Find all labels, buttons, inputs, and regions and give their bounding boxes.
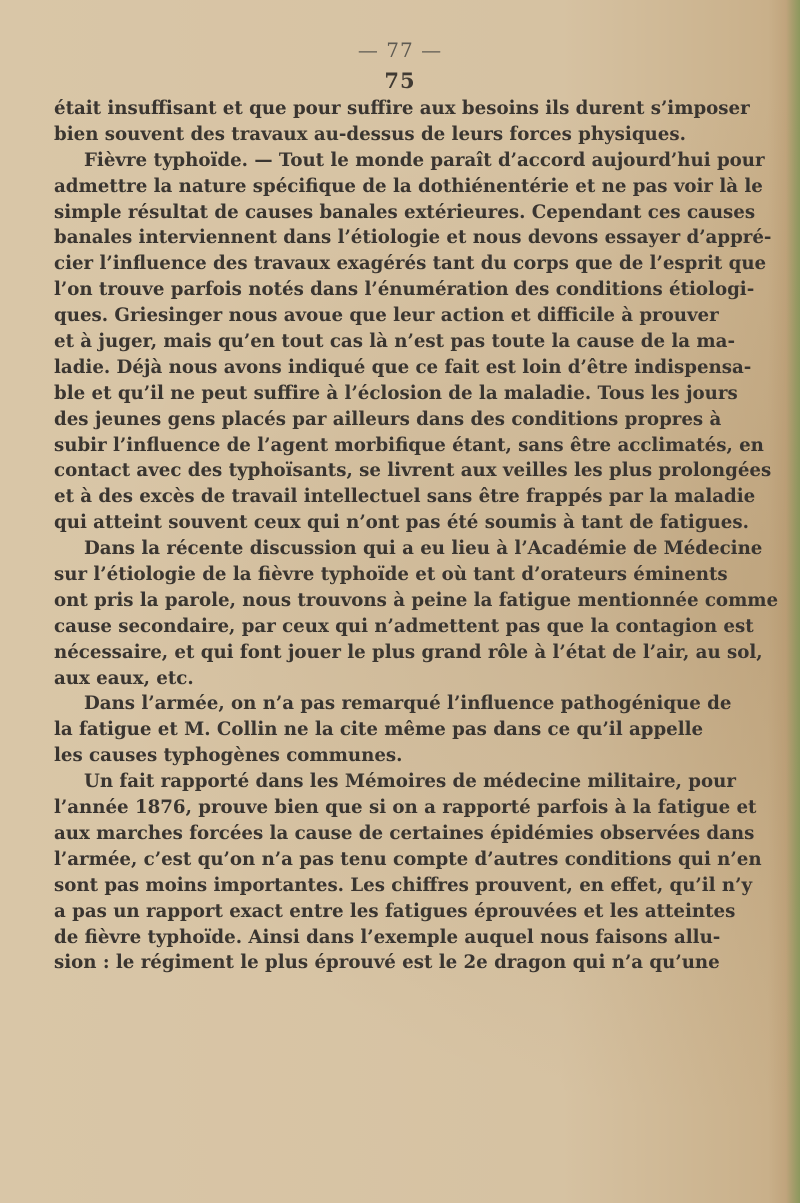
text-line: Fièvre typhoïde. — Tout le monde paraît d’accord aujourd’hui pour xyxy=(84,149,765,171)
text-line: ladie. Déjà nous avons indiqué que ce fait est loin d’être indispensa- xyxy=(54,356,752,378)
text-line: sion : le régiment le plus éprouvé est le 2e dragon qui n’a qu’une xyxy=(54,952,720,974)
text-line: sur l’étiologie de la fièvre typhoïde et où tant d’orateurs éminents xyxy=(54,564,728,586)
text-line: et à des excès de travail intellectuel sans être frappés par la maladie xyxy=(54,486,756,508)
text-line: subir l’influence de l’agent morbifique étant, sans être acclimatés, en xyxy=(54,434,764,456)
text-line: Dans l’armée, on n’a pas remarqué l’influence pathogénique de xyxy=(84,693,732,715)
text-line: sont pas moins importantes. Les chiffres prouvent, en effet, qu’il n’y xyxy=(54,874,753,896)
page-edge-discoloration xyxy=(786,0,800,1203)
text-line: aux marches forcées la cause de certaines épidémies observées dans xyxy=(54,822,755,844)
body-text xyxy=(54,96,779,976)
text-line: Dans la récente discussion qui a eu lieu à l’Académie de Médecine xyxy=(84,538,763,560)
text-line: des jeunes gens placés par ailleurs dans des conditions propres à xyxy=(54,408,722,430)
text-line: contact avec des typhoïsants, se livrent aux veilles les plus prolongées xyxy=(54,460,772,482)
header-mark: — 77 — xyxy=(357,38,443,62)
text-line: était insuffisant et que pour suffire aux besoins ils durent s’imposer xyxy=(54,98,750,119)
text-line: les causes typhogènes communes. xyxy=(54,745,403,767)
page-number: 75 xyxy=(384,68,416,93)
text-line: admettre la nature spécifique de la dothiénentérie et ne pas voir là le xyxy=(54,175,763,197)
text-line: l’année 1876, prouve bien que si on a rapporté parfois à la fatigue et xyxy=(54,797,757,819)
text-line: l’on trouve parfois notés dans l’énumération des conditions étiologi- xyxy=(54,279,755,301)
text-line: ont pris la parole, nous trouvons à peine la fatigue mentionnée comme xyxy=(54,589,779,611)
text-line: ques. Griesinger nous avoue que leur action et difficile à prouver xyxy=(54,305,719,327)
text-line: et à juger, mais qu’en tout cas là n’est pas toute la cause de la ma- xyxy=(54,331,735,353)
text-line: nécessaire, et qui font jouer le plus grand rôle à l’état de l’air, au sol, xyxy=(54,641,763,663)
text-line: aux eaux, etc. xyxy=(54,667,194,689)
text-line: cause secondaire, par ceux qui n’admettent pas que la contagion est xyxy=(54,615,754,637)
text-line: banales interviennent dans l’étiologie et nous devons essayer d’appré- xyxy=(54,227,772,249)
text-line: ble et qu’il ne peut suffire à l’éclosion de la maladie. Tous les jours xyxy=(54,382,738,404)
text-line: la fatigue et M. Collin ne la cite même pas dans ce qu’il appelle xyxy=(54,719,704,741)
text-line: l’armée, c’est qu’on n’a pas tenu compte d’autres conditions qui n’en xyxy=(54,848,762,870)
text-line: bien souvent des travaux au-dessus de leurs forces physiques. xyxy=(54,123,686,145)
text-line: simple résultat de causes banales extérieures. Cependant ces causes xyxy=(54,201,756,223)
text-line: Un fait rapporté dans les Mémoires de médecine militaire, pour xyxy=(84,771,736,793)
text-line: qui atteint souvent ceux qui n’ont pas été soumis à tant de fatigues. xyxy=(54,512,749,534)
text-line: de fièvre typhoïde. Ainsi dans l’exemple auquel nous faisons allu- xyxy=(54,926,721,948)
text-line: cier l’influence des travaux exagérés tant du corps que de l’esprit que xyxy=(54,253,767,275)
text-line: a pas un rapport exact entre les fatigues éprouvées et les atteintes xyxy=(54,900,736,922)
